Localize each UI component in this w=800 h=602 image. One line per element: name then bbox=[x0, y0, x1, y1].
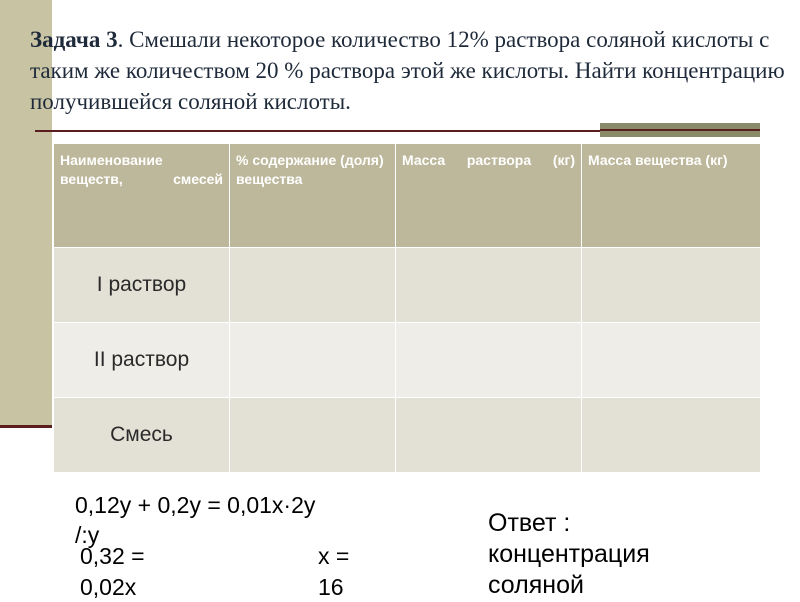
table-row bbox=[54, 398, 761, 473]
table-header-cell: Наименование веществ, смесей bbox=[54, 144, 230, 248]
task-text bbox=[30, 24, 790, 117]
answer-text: соляной bbox=[488, 571, 584, 599]
table-cell bbox=[396, 248, 582, 323]
table-cell bbox=[582, 398, 761, 473]
divider-accent-line bbox=[600, 129, 760, 131]
equation-line: 0,12у + 0,2у = 0,01х·2у bbox=[75, 492, 316, 518]
table-header-cell: Масса вещества (кг) bbox=[582, 144, 761, 248]
table-cell bbox=[396, 323, 582, 398]
table-cell bbox=[230, 398, 396, 473]
table-cell: I раствор bbox=[54, 248, 230, 323]
task-statement: . Смешали некоторое количество 12% раствора соляной кислоты с таким же количеством 20 % раствора этой же кислоты. Найти концентрацию получившейся соляной кислоты. bbox=[30, 27, 785, 114]
equation-result-value: 16 bbox=[318, 574, 344, 600]
answer-label: Ответ : bbox=[488, 509, 571, 537]
data-table bbox=[53, 143, 761, 473]
table-cell bbox=[582, 323, 761, 398]
side-decor-line bbox=[0, 425, 52, 428]
table-header-cell: % содержание (доля) вещества bbox=[230, 144, 396, 248]
answer-text: концентрация bbox=[488, 540, 650, 568]
table-cell: Смесь bbox=[54, 398, 230, 473]
table-header-cell: Масса раствора (кг) bbox=[396, 144, 582, 248]
table-cell bbox=[396, 398, 582, 473]
table-cell bbox=[230, 323, 396, 398]
answer-block bbox=[488, 508, 788, 601]
table-header-row bbox=[54, 144, 761, 248]
equation-step-left-cont: 0,02х bbox=[80, 574, 137, 600]
task-label: Задача 3 bbox=[30, 27, 118, 52]
table-cell bbox=[230, 248, 396, 323]
equation-divisor: /:у bbox=[75, 522, 100, 548]
equation-step-left: 0,32 = bbox=[80, 543, 145, 569]
equation-result-left: х = bbox=[318, 543, 350, 569]
table-row bbox=[54, 248, 761, 323]
table-row bbox=[54, 323, 761, 398]
table-cell bbox=[582, 248, 761, 323]
table-cell: II раствор bbox=[54, 323, 230, 398]
